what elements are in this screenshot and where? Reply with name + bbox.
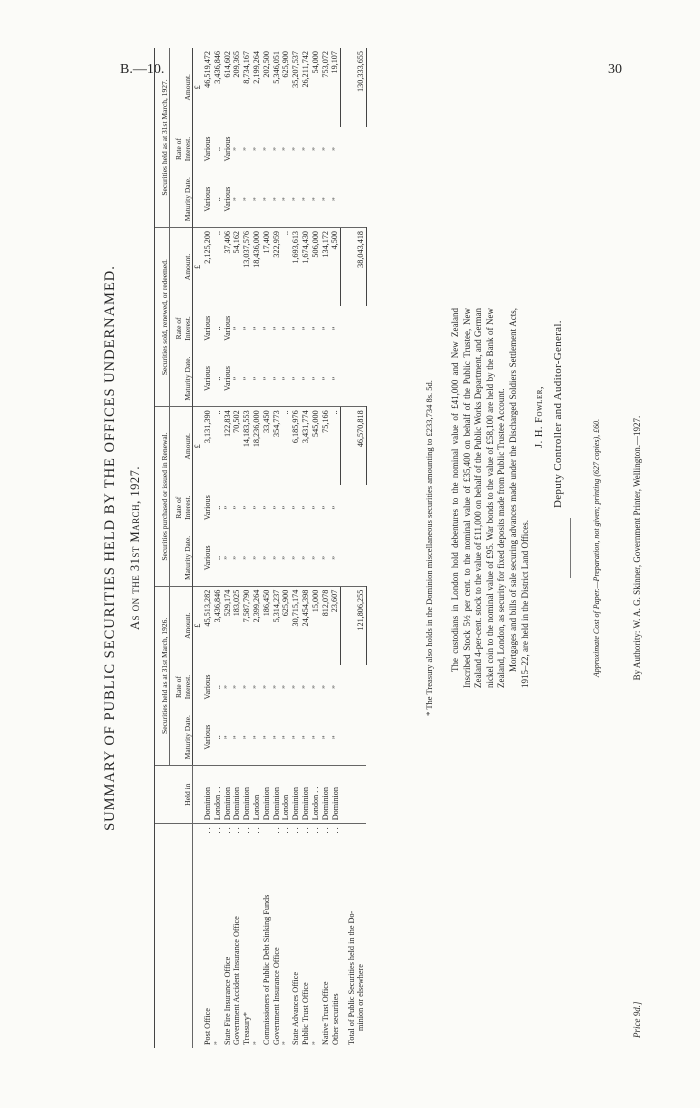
cell-held: London . . — [213, 766, 223, 824]
held-in-column-header: Held in — [155, 766, 193, 824]
cell-held: Dominion — [232, 766, 242, 824]
sub-header-1927-amount: Amount. — [170, 48, 193, 127]
cell-r26: ” — [300, 685, 310, 689]
cell-r27: Various — [222, 136, 232, 162]
cell-m26: ” — [321, 709, 331, 765]
total-a26: 121,806,255 — [341, 586, 367, 664]
cell-m26: ” — [291, 709, 301, 765]
cell-r26: Various — [203, 674, 212, 700]
total-label-line-2: minion or elsewhere — [356, 964, 366, 1031]
document-reference: B.—10. — [120, 62, 165, 77]
cell-mp: ” — [232, 530, 242, 586]
cell-r27: ” — [232, 147, 242, 151]
sub-header-1927-maturity: Maturity Date. — [170, 171, 193, 227]
cell-a26: 7,587,790 — [242, 589, 252, 623]
total-as: 38,043,418 — [341, 227, 367, 305]
cell-m27: ” — [281, 171, 291, 227]
cell-r27: ” — [320, 147, 330, 151]
cell-m26: ” — [242, 709, 252, 765]
cell-m27: ” — [242, 171, 252, 227]
cell-mp: ” — [252, 530, 262, 586]
pound-sign: £ — [193, 444, 203, 449]
cell-rp: ” — [232, 505, 242, 510]
notes-block — [450, 308, 531, 688]
sub-header-sold-rate: Rate of Interest. — [170, 306, 193, 351]
table-body — [193, 48, 367, 1048]
treasury-footnote: * The Treasury also holds in the Dominion miscellaneous securities amounting to £233,734 8s. 5d. — [424, 380, 434, 716]
cell-mp: ” — [223, 530, 233, 586]
total-ap: 46,570,818 — [341, 407, 367, 485]
total-label-line-1: Total of Public Securities held in the Do- — [346, 910, 356, 1045]
cell-rp: ” — [300, 505, 310, 510]
office-name-cell — [321, 824, 331, 1048]
office-name-cell — [252, 824, 262, 1048]
cell-held: Dominion — [321, 766, 331, 824]
cell-held: Dominion — [223, 766, 233, 824]
total-empty-cell — [341, 127, 367, 172]
cell-mp: ” — [262, 530, 272, 586]
office-name-cell — [242, 824, 252, 1048]
cell-rp: Various — [203, 495, 212, 521]
signatory-title: Deputy Controller and Auditor-General. — [552, 320, 564, 508]
cell-ms: ” — [252, 351, 262, 407]
office-name: State Fire Insurance Office — [222, 956, 232, 1045]
cost-note: Approximate Cost of Paper.—Preparation, not given; printing (627 copies), £60. — [592, 418, 601, 678]
units-row — [193, 48, 204, 1048]
sub-header-1927-rate: Rate of Interest. — [170, 127, 193, 172]
cell-rs: ” — [320, 326, 330, 331]
cell-ms: ” — [301, 351, 311, 407]
cell-rs: ” — [242, 326, 252, 331]
cell-ap: 6,185,976 — [291, 410, 301, 444]
cell-r27: ” — [242, 147, 252, 151]
cell-as: 18,436,000 — [251, 230, 261, 268]
cell-r26: ” — [251, 685, 261, 689]
office-name-cell — [203, 824, 213, 1048]
total-empty-cell — [341, 665, 367, 710]
office-name: ” — [251, 1041, 261, 1045]
cell-rp: ” — [261, 505, 271, 510]
cell-m26: ” — [311, 709, 321, 765]
cell-r26: ” — [261, 685, 271, 689]
cell-ap: 545,000 — [310, 410, 320, 437]
table-row — [252, 48, 262, 1048]
page-title: SUMMARY OF PUBLIC SECURITIES HELD BY THE OFFICES UNDERNAMED. — [102, 265, 118, 831]
total-label-cell — [341, 824, 367, 1048]
cell-ms: ” — [242, 351, 252, 407]
cell-rs: Various — [222, 315, 232, 341]
cell-m26: ” — [272, 709, 282, 765]
cell-held: Dominion — [262, 766, 272, 824]
leader-dots: . . — [310, 827, 320, 834]
cell-r27: ” — [281, 147, 291, 151]
cell-ap: 3,431,774 — [300, 410, 310, 444]
cell-r26: ” — [291, 685, 301, 689]
sub-header-sold-maturity: Maturity Date. — [170, 351, 193, 407]
leader-dots: . . — [242, 827, 252, 834]
cell-a27: 2,199,264 — [251, 51, 261, 84]
cell-as: 506,000 — [310, 230, 320, 258]
cell-m27: Various — [223, 171, 233, 227]
office-name: ” — [310, 1041, 320, 1045]
cell-mp: .. — [213, 530, 223, 586]
total-empty-cell — [341, 766, 367, 824]
cell-rp: ” — [310, 505, 320, 510]
page-number: 30 — [608, 62, 622, 77]
cell-ms: .. — [213, 351, 223, 407]
cell-a27: 625,900 — [281, 51, 291, 78]
cell-rs: ” — [330, 326, 340, 331]
printer-authority: By Authority: W. A. G. Skinner, Government Printer, Wellington.—1927. — [632, 415, 642, 681]
sub-header-purchased-amount: Amount. — [170, 407, 193, 485]
cell-r26: ” — [281, 685, 291, 689]
cell-ap: .. — [281, 410, 291, 415]
office-column-header — [155, 824, 193, 1048]
leader-dots: . . — [300, 827, 310, 834]
leader-dots: . . — [320, 827, 330, 834]
total-empty-cell — [341, 709, 367, 765]
cell-as: 13,037,576 — [242, 230, 252, 268]
cell-a27: 614,602 — [222, 51, 232, 78]
cell-m26: Various — [203, 709, 213, 765]
cell-m26: .. — [213, 709, 223, 765]
cell-a26: 183,025 — [232, 589, 242, 617]
cell-held: Dominion — [301, 766, 311, 824]
office-name: Public Trust Office — [300, 982, 310, 1045]
cell-m27: ” — [291, 171, 301, 227]
rotated-page-content — [102, 48, 662, 1048]
cell-rs: ” — [310, 326, 320, 331]
cell-mp: ” — [301, 530, 311, 586]
leader-dots: . . — [330, 827, 340, 834]
cell-rs: ” — [271, 326, 281, 331]
cell-a26: 5,314,237 — [271, 589, 281, 623]
cell-mp: ” — [321, 530, 331, 586]
cell-r26: ” — [232, 685, 242, 689]
cell-r26: ” — [320, 685, 330, 689]
cell-a26: 186,450 — [261, 589, 271, 617]
cell-m27: ” — [321, 171, 331, 227]
cell-m27: ” — [311, 171, 321, 227]
sub-header-sold-amount: Amount. — [170, 227, 193, 305]
mortgages-paragraph: Mortgages and bills of sale securing advances made under the Discharged Soldiers Settlement Acts, 1915–22, are held in the District Land Offices. — [507, 308, 530, 688]
cell-m27: ” — [330, 171, 340, 227]
cell-ap: 18,236,000 — [251, 410, 261, 448]
pound-sign: £ — [193, 264, 203, 270]
cell-rp: ” — [222, 505, 232, 510]
cell-m26: ” — [281, 709, 291, 765]
cell-r27: ” — [261, 147, 271, 151]
cell-r26: ” — [222, 685, 232, 689]
office-name-cell — [223, 824, 233, 1048]
table-row — [301, 48, 311, 1048]
sub-header-purchased-maturity: Maturity Date. — [170, 530, 193, 586]
cell-m27: ” — [232, 171, 242, 227]
cell-m27: Various — [203, 171, 213, 227]
table-row — [281, 48, 291, 1048]
cell-r26: ” — [330, 685, 340, 689]
table-row — [330, 48, 340, 1048]
cell-held: London — [252, 766, 262, 824]
cell-ap: 14,183,553 — [242, 410, 252, 448]
office-name-cell — [311, 824, 321, 1048]
cell-as: 17,400 — [261, 230, 271, 254]
cell-m26: ” — [262, 709, 272, 765]
cell-ap: 33,450 — [261, 410, 271, 433]
office-name-cell — [213, 824, 223, 1048]
office-name: Commissioners of Public Debt Sinking Funds — [261, 894, 271, 1045]
cell-as: .. — [212, 230, 222, 236]
cell-as: 37,406 — [222, 230, 232, 254]
group-header-sold: Securities sold, renewed, or redeemed. — [155, 227, 170, 406]
cell-ap: .. — [212, 410, 222, 415]
cell-a26: 24,454,398 — [300, 589, 310, 627]
custodians-paragraph: The custodians in London hold debentures to the nominal value of £41,000 and New Zealand Inscribed Stock 5½ per cent. to the nominal value of £35,400 on behalf of the Public Trustee, New Zealand 4-per-cent. stock to the value of £11,000 on behalf of the Public Works Department, and German nickel coin to the nominal value of £95. War bonds to the value of £58,100 are held by the Bank of New Zealand, London, as security for fixed deposits made from Public Trustee Account. — [450, 308, 507, 688]
cell-m27: .. — [213, 171, 223, 227]
office-name: ” — [212, 1041, 222, 1045]
cell-ap: 122,834 — [222, 410, 232, 437]
page-subtitle: As on the 31st March, 1927. — [128, 465, 142, 631]
cell-rs: ” — [232, 326, 242, 331]
cell-a26: 625,900 — [281, 589, 291, 617]
cell-as: 1,693,613 — [291, 230, 301, 264]
cell-a26: 812,078 — [320, 589, 330, 617]
cell-r26: ” — [310, 685, 320, 689]
pound-sign: £ — [193, 623, 203, 628]
leader-dots: . . — [212, 827, 222, 834]
office-name-cell — [330, 824, 340, 1048]
cell-a26: 15,000 — [310, 589, 320, 613]
cell-a26: 529,174 — [222, 589, 232, 617]
cell-r27: ” — [300, 147, 310, 151]
cell-ms: ” — [262, 351, 272, 407]
cell-rp: ” — [281, 505, 291, 510]
cell-held: Dominion — [291, 766, 301, 824]
cell-m26: ” — [301, 709, 311, 765]
cell-r27: ” — [330, 147, 340, 151]
group-header-1927: Securities held as at 31st March, 1927. — [155, 48, 170, 227]
table-row — [291, 48, 301, 1048]
office-name-cell — [272, 824, 282, 1048]
total-empty-cell — [341, 485, 367, 530]
cell-a27: 35,207,537 — [291, 51, 301, 88]
cell-rs: ” — [251, 326, 261, 331]
cell-as: 2,125,200 — [203, 230, 212, 264]
cell-ms: ” — [232, 351, 242, 407]
office-name: Native Trust Office — [320, 981, 330, 1045]
cell-as: 1,674,430 — [300, 230, 310, 264]
office-name-cell — [281, 824, 291, 1048]
cell-ap: 70,502 — [232, 410, 242, 433]
cell-rp: ” — [330, 505, 340, 510]
group-header-1926: Securities held as at 31st March, 1926. — [155, 586, 170, 765]
office-name-cell — [262, 824, 272, 1048]
sub-header-1926-amount: Amount. — [170, 586, 193, 664]
total-empty-cell — [341, 306, 367, 351]
cell-as: 54,162 — [232, 230, 242, 254]
total-row — [341, 48, 367, 1048]
total-empty-cell — [341, 351, 367, 407]
cell-r27: ” — [271, 147, 281, 151]
cell-rs: ” — [291, 326, 301, 331]
table-row — [321, 48, 331, 1048]
cell-a26: 2,399,264 — [251, 589, 261, 623]
cell-rs: ” — [300, 326, 310, 331]
cell-r26: ” — [271, 685, 281, 689]
cell-r27: Various — [203, 136, 212, 162]
cell-ms: ” — [321, 351, 331, 407]
signatory-name: J. H. Fowler, — [534, 385, 545, 448]
securities-table — [154, 48, 367, 1048]
cell-m27: ” — [272, 171, 282, 227]
cell-ap: 75,166 — [320, 410, 330, 433]
cell-a26: 3,436,846 — [212, 589, 222, 623]
leader-dots: . . — [203, 827, 212, 834]
office-name: Government Insurance Office — [271, 947, 281, 1045]
group-header-purchased: Securities purchased or issued in Renewal. — [155, 407, 170, 586]
office-name: State Advances Office — [291, 971, 301, 1045]
sub-header-purchased-rate: Rate of Interest. — [170, 485, 193, 530]
divider — [570, 518, 571, 578]
cell-as: 322,959 — [271, 230, 281, 258]
cell-mp: Various — [203, 530, 213, 586]
office-name: Post Office — [203, 1008, 212, 1045]
cell-r27: ” — [310, 147, 320, 151]
cell-rs: ” — [261, 326, 271, 331]
cell-a27: 3,436,846 — [212, 51, 222, 84]
office-name: Treasury* — [242, 1012, 252, 1045]
leader-dots: . . — [232, 827, 242, 834]
cell-rp: ” — [271, 505, 281, 510]
leader-dots: . . — [291, 827, 301, 834]
cell-as: 4,500 — [330, 230, 340, 250]
office-name: ” — [281, 1041, 291, 1045]
cell-rs: Various — [203, 315, 212, 341]
cell-a27: 46,519,472 — [203, 51, 212, 88]
cell-a27: 209,365 — [232, 51, 242, 78]
cell-m26: ” — [252, 709, 262, 765]
cell-mp: ” — [291, 530, 301, 586]
cell-as: .. — [281, 230, 291, 236]
cell-rp: ” — [320, 505, 330, 510]
cell-a27: 8,734,167 — [242, 51, 252, 84]
cell-ms: Various — [223, 351, 233, 407]
leader-dots: . . — [271, 827, 281, 834]
leader-dots: . . — [251, 827, 261, 834]
cell-m27: ” — [252, 171, 262, 227]
office-name-cell — [301, 824, 311, 1048]
cell-r27: .. — [212, 146, 222, 152]
cell-rp: ” — [251, 505, 261, 510]
office-name: Government Accident Insurance Office — [232, 916, 242, 1045]
office-name-cell — [291, 824, 301, 1048]
cell-m26: ” — [223, 709, 233, 765]
total-empty-cell — [341, 530, 367, 586]
cell-ap: 3,131,390 — [203, 410, 212, 444]
cell-m26: ” — [330, 709, 340, 765]
cell-as: 134,172 — [320, 230, 330, 258]
cell-r26: .. — [212, 685, 222, 690]
cell-ms: ” — [291, 351, 301, 407]
leader-dots: . . — [281, 827, 291, 834]
cell-a27: 26,211,742 — [300, 51, 310, 88]
cell-mp: ” — [272, 530, 282, 586]
cell-a26: 23,607 — [330, 589, 340, 613]
office-name: Other securities — [330, 993, 340, 1045]
cell-r27: ” — [251, 147, 261, 151]
cell-mp: ” — [330, 530, 340, 586]
table-row — [242, 48, 252, 1048]
cell-held: Dominion — [272, 766, 282, 824]
cell-ms: ” — [281, 351, 291, 407]
price-label: Price 9d.] — [632, 1001, 642, 1038]
office-name-cell — [232, 824, 242, 1048]
cell-mp: ” — [311, 530, 321, 586]
leader-dots: . . — [222, 827, 232, 834]
total-a27: 130,333,655 — [341, 48, 367, 127]
table-row — [272, 48, 282, 1048]
cell-r27: ” — [291, 147, 301, 151]
total-empty-cell — [341, 171, 367, 227]
cell-mp: ” — [281, 530, 291, 586]
cell-rs: .. — [212, 326, 222, 331]
cell-m27: ” — [301, 171, 311, 227]
cell-a26: 45,513,282 — [203, 589, 212, 627]
cell-rp: .. — [212, 505, 222, 510]
cell-held: London . . — [311, 766, 321, 824]
cell-a27: 202,500 — [261, 51, 271, 78]
cell-ms: ” — [330, 351, 340, 407]
table-row — [311, 48, 321, 1048]
cell-ap: .. — [330, 410, 340, 415]
cell-a27: 753,072 — [320, 51, 330, 78]
cell-ap: 354,773 — [271, 410, 281, 437]
cell-r26: ” — [242, 685, 252, 689]
sub-header-1926-rate: Rate of Interest. — [170, 665, 193, 710]
cell-rp: ” — [242, 505, 252, 510]
cell-held: London — [281, 766, 291, 824]
table-row — [203, 48, 213, 1048]
cell-mp: ” — [242, 530, 252, 586]
cell-held: Dominion — [203, 766, 213, 824]
cell-ms: ” — [311, 351, 321, 407]
cell-m26: ” — [232, 709, 242, 765]
cell-ms: Various — [203, 351, 213, 407]
cell-rp: ” — [291, 505, 301, 510]
cell-a27: 5,346,051 — [271, 51, 281, 84]
cell-held: Dominion — [242, 766, 252, 824]
cell-ms: ” — [272, 351, 282, 407]
table-row — [262, 48, 272, 1048]
cell-m27: ” — [262, 171, 272, 227]
cell-a26: 30,715,174 — [291, 589, 301, 627]
table-row — [223, 48, 233, 1048]
table-row — [232, 48, 242, 1048]
cell-a27: 19,107 — [330, 51, 340, 74]
table-row — [213, 48, 223, 1048]
sub-header-1926-maturity: Maturity Date. — [170, 709, 193, 765]
cell-a27: 54,000 — [310, 51, 320, 74]
cell-rs: ” — [281, 326, 291, 331]
cell-held: Dominion — [330, 766, 340, 824]
pound-sign: £ — [193, 85, 203, 90]
